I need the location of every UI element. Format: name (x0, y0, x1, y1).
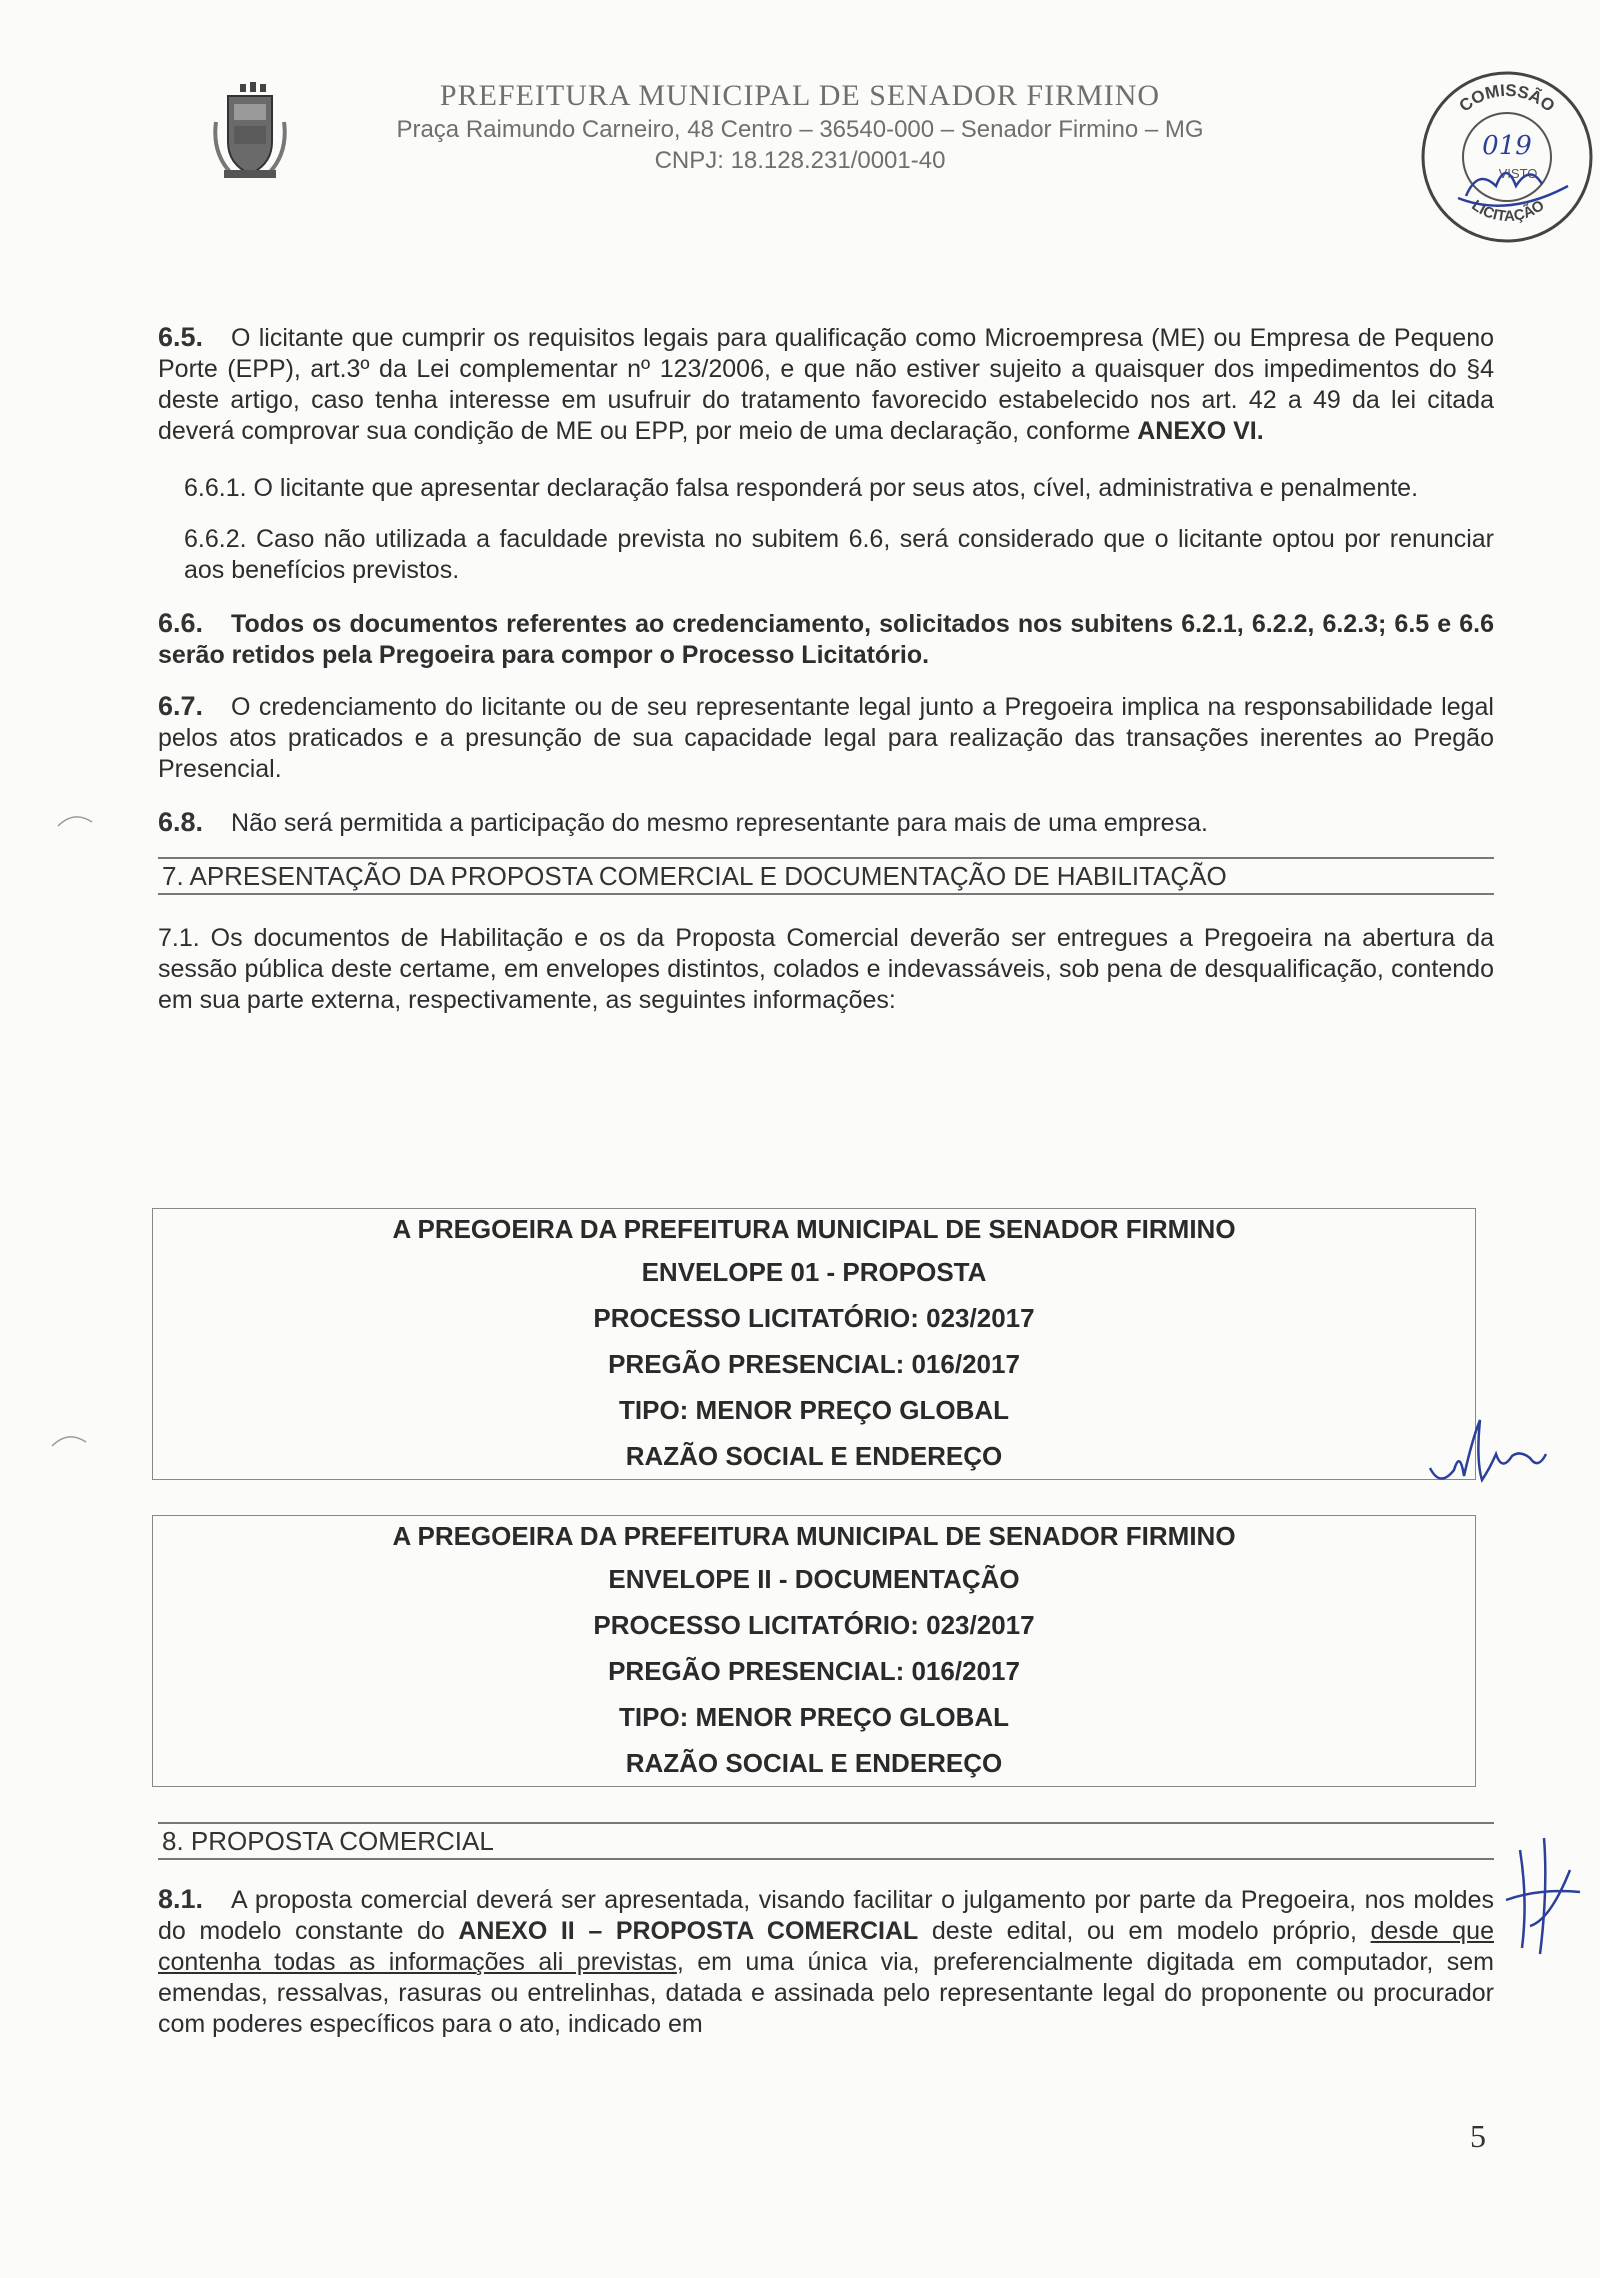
envelope-line: PROCESSO LICITATÓRIO: 023/2017 (593, 1610, 1035, 1640)
document-body (158, 322, 1494, 1016)
paragraph-6-5 (158, 322, 1494, 447)
margin-mark-icon (50, 1430, 90, 1450)
envelope-line: RAZÃO SOCIAL E ENDEREÇO (625, 1748, 1003, 1778)
stamp-arc-top: COMISSÃO (1455, 80, 1559, 116)
envelope-line: PROCESSO LICITATÓRIO: 023/2017 (593, 1303, 1035, 1333)
annex-ref: ANEXO II – PROPOSTA COMERCIAL (458, 1917, 919, 1945)
org-cnpj: CNPJ: 18.128.231/0001-40 (654, 147, 946, 174)
paragraph-text: O credenciamento do licitante ou de seu representante legal junto a Pregoeira implica na responsabilidade legal pelos atos praticados e a presunção de sua capacidade legal para realização das transações inerentes ao Pregão Presencial. (158, 693, 1494, 783)
envelope-line: A PREGOEIRA DA PREFEITURA MUNICIPAL DE SENADOR FIRMINO (392, 1521, 1236, 1551)
item-number: 6.5. (158, 322, 204, 352)
letterhead (0, 68, 1600, 226)
svg-text:COMISSÃO (1456, 81, 1559, 116)
margin-mark-icon (56, 810, 96, 830)
commission-stamp-icon (1418, 68, 1596, 246)
paragraph-text: O licitante que cumprir os requisitos legais para qualificação como Microempresa (ME) ou Empresa de Pequeno Porte (EPP), art.3º da Lei complementar nº 123/2006, e que não estiver sujeito a quaisquer dos impedimentos do §4 deste artigo, caso tenha interesse em usufruir do tratamento favorecido estabelecido nos art. 42 a 49 da lei citada deverá comprovar sua condição de ME ou EPP, por meio de uma declaração, conforme (158, 324, 1494, 445)
paragraph-text: deste edital, ou em modelo próprio, (918, 1917, 1371, 1945)
envelope-line: TIPO: MENOR PREÇO GLOBAL (619, 1395, 1009, 1425)
paragraph-text: Não será permitida a participação do mesmo representante para mais de uma empresa. (231, 809, 1208, 837)
item-number: 6.8. (158, 807, 204, 837)
paragraph-text: A proposta comercial deverá ser apresentada, visando facilitar o julgamento por parte da Pregoeira, nos moldes do modelo constante do (158, 1886, 1494, 1945)
page-number: 5 (1470, 2118, 1486, 2154)
stamp-mid: VISTO (1498, 166, 1538, 181)
paragraph-8-1 (158, 1884, 1494, 2040)
envelope-line: RAZÃO SOCIAL E ENDEREÇO (625, 1441, 1003, 1471)
section-7-heading: 7. APRESENTAÇÃO DA PROPOSTA COMERCIAL E DOCUMENTAÇÃO DE HABILITAÇÃO (158, 857, 1494, 895)
envelope-02-label-box (152, 1515, 1476, 1787)
section-8 (158, 1822, 1494, 2040)
underlined-text: desde que contenha todas as informações ali previstas (158, 1917, 1494, 1976)
envelope-line: ENVELOPE 01 - PROPOSTA (641, 1257, 987, 1287)
envelope-line: ENVELOPE II - DOCUMENTAÇÃO (608, 1564, 1020, 1594)
item-number: 8.1. (158, 1884, 204, 1914)
paragraph-text: , em uma única via, preferencialmente digitada em computador, sem emendas, ressalvas, rasuras ou entrelinhas, datada e assinada pelo representante legal do proponente ou procurador com poderes específicos para o ato, indicado em (158, 1948, 1494, 2038)
org-address: Praça Raimundo Carneiro, 48 Centro – 36540-000 – Senador Firmino – MG (396, 116, 1204, 143)
section-8-heading: 8. PROPOSTA COMERCIAL (158, 1822, 1494, 1860)
municipal-crest-icon (210, 82, 290, 182)
paragraph-6-7 (158, 691, 1494, 785)
paragraph-6-6 (158, 608, 1494, 671)
envelope-line: PREGÃO PRESENCIAL: 016/2017 (608, 1349, 1020, 1379)
stamp-number: 019 (1482, 131, 1532, 161)
paragraph-6-8 (158, 807, 1494, 839)
envelope-01-label-box (152, 1208, 1476, 1480)
handwritten-initials-icon (1420, 1410, 1580, 1500)
org-title: PREFEITURA MUNICIPAL DE SENADOR FIRMINO (439, 79, 1161, 112)
annex-ref: ANEXO VI. (1137, 417, 1264, 445)
envelope-line: PREGÃO PRESENCIAL: 016/2017 (608, 1656, 1020, 1686)
paragraph-6-6-1: 6.6.1. O licitante que apresentar declaração falsa responderá por seus atos, cível, administrativa e penalmente. (184, 474, 1419, 502)
stamp-arc-bottom: LICITAÇÃO (1468, 196, 1548, 226)
paragraph-text: Todos os documentos referentes ao credenciamento, solicitados nos subitens 6.2.1, 6.2.2, 6.2.3; 6.5 e 6.6 serão retidos pela Pregoeira para compor o Processo Licitatório. (158, 610, 1494, 669)
envelope-line: A PREGOEIRA DA PREFEITURA MUNICIPAL DE SENADOR FIRMINO (392, 1214, 1236, 1244)
item-number: 6.7. (158, 691, 204, 721)
handwritten-signature-icon (1500, 1830, 1590, 1960)
paragraph-7-1: 7.1. Os documentos de Habilitação e os da Proposta Comercial deverão ser entregues a Pregoeira na abertura da sessão pública deste certame, em envelopes distintos, colados e indevassáveis, sob pena de desqualificação, contendo em sua parte externa, respectivamente, as seguintes informações: (158, 924, 1494, 1014)
item-number: 6.6. (158, 608, 204, 638)
paragraph-6-6-2: 6.6.2. Caso não utilizada a faculdade prevista no subitem 6.6, será considerado que o licitante optou por renunciar aos benefícios previstos. (184, 525, 1494, 584)
envelope-line: TIPO: MENOR PREÇO GLOBAL (619, 1702, 1009, 1732)
